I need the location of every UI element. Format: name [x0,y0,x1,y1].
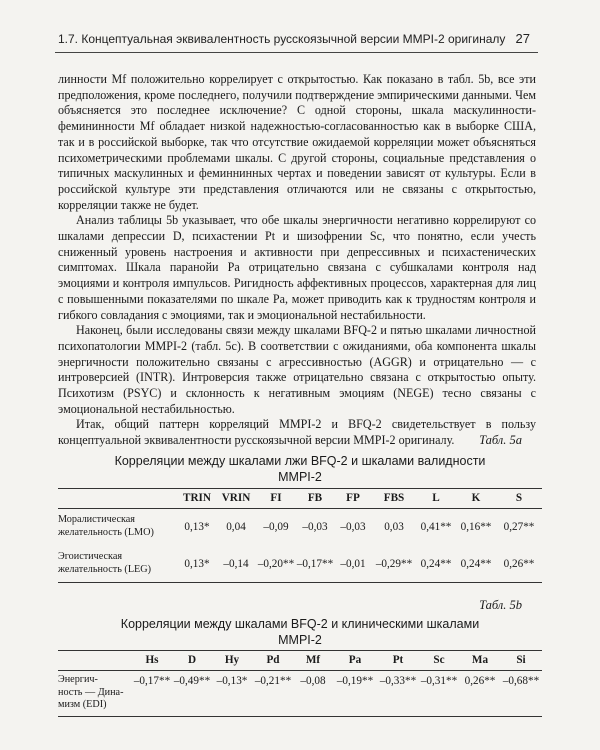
table-cell: –0,17** [133,675,171,687]
table-cell: 0,13* [184,557,210,570]
table-row [58,545,542,582]
table-cell: 0,16** [460,520,492,533]
paragraph: Анализ таблицы 5b указывает, что обе шкалы энергичности негативно коррелируют со шкалами депрессии D, психастении Pt и шизофрении Sc, что понятно, если учесть сниженный уровень настроения и активности при депрессивных и психастенических симптомах. Шкала паранойи Pa отрицательно связана с субшкалами контроля над эмоциями и контроля импульсов. Ригидность аффективных процессов, характерная для лиц с повышенными показателями по шкале Pa, может приводить как к трудностям контроля и гибкого совладания с эмоциями, так и эмоциональной нестабильности. [58,213,536,322]
column-header: Ma [471,654,489,666]
row-label: Моралистическая желательность (LMO) [58,514,154,538]
table-cell: 0,27** [503,520,535,533]
table-cell: 0,26** [464,675,496,687]
running-header [58,30,530,50]
table-5a-bottom-rule [58,582,542,583]
column-header: Pa [348,654,362,666]
table-cell: –0,20** [257,557,295,570]
table-5b-header-row [58,650,542,670]
paragraph: линности Mf положительно коррелирует с открытостью. Как показано в табл. 5b, все эти предположения, кроме последнего, получили подтверждение эмпирическими данными. Чем объясняется это последнее исключение? С одной стороны, шкала маскулинности-фемининности Mf обладает низкой надежностью-согласованностью как в выборке США, так и в российской выборке, так что отсутствие ожидаемой корреляции может объясняться психометрическими проблемами шкалы. С другой стороны, социальные представления о типичных маскулинных и феминнинных чертах и поведении зависят от культуры. Если в российской культуре эти представления отличаются или не связаны с открытостью, корреляции также не будет. [58,72,536,212]
table-5a-label: Табл. 5a [479,433,522,447]
table-5b-caption-line1: Корреляции между шкалами BFQ-2 и клиническими шкалами [120,617,480,631]
table-5b-label: Табл. 5b [479,598,522,612]
column-header: FI [270,492,282,504]
table-5b-bottom-rule [58,716,542,717]
column-header: Hs [145,654,159,666]
paragraph: Наконец, были исследованы связи между шкалами BFQ-2 и пятью шкалами личностной психопатологии MMPI-2 (табл. 5c). В соответствии с ожиданиями, оба компонента шкалы энергичности положительно связаны с агрессивностью (AGGR) и отрицательно — с интроверсией (INTR). Интроверсия также отрицательно связана с открытостью опыту. Психотизм (PSYC) и склонность к негативным эмоциям (NEGE) тесно связаны с эмоциональной нестабильностью. [58,323,536,416]
row-label: Эгоистическая желательность (LEG) [58,551,152,575]
table-cell: 0,24** [420,557,452,570]
column-header: TRIN [183,492,211,504]
table-5a-caption-line1: Корреляции между шкалами лжи BFQ-2 и шкалами валидности [114,454,486,468]
table-5b-caption [60,616,540,648]
column-header: Pd [266,654,280,666]
table-cell: –0,08 [300,675,326,687]
table-cell: –0,21** [254,675,292,687]
table-cell: –0,14 [223,557,249,570]
column-header: Si [516,654,526,666]
table-cell: –0,17** [296,557,334,570]
table-cell: –0,03 [340,520,366,533]
column-header: FBS [383,492,405,504]
column-header: Hy [224,654,240,666]
table-cell: –0,13* [216,675,248,687]
column-header: Sc [433,654,445,666]
running-header-title: 1.7. Концептуальная эквивалентность русскоязычной версии MMPI-2 оригиналу [58,32,506,46]
table-row [58,670,542,716]
table-cell: 0,03 [384,520,404,533]
table-cell: –0,09 [263,520,289,533]
column-header: L [432,492,440,504]
paragraph: Итак, общий паттерн корреляций MMPI-2 и BFQ-2 свидетельствует в пользу концептуальной эквивалентности русскоязычной версии MMPI-2 оригиналу. [58,417,536,448]
page-number: 27 [515,31,530,46]
table-cell: 0,41** [420,520,452,533]
table-cell: 0,26** [503,557,535,570]
table-5b-caption-line2: MMPI-2 [278,633,322,647]
table-cell: –0,68** [502,675,540,687]
table-5b [58,650,542,716]
column-header: Mf [305,654,321,666]
table-cell: –0,31** [420,675,458,687]
table-cell: 0,04 [226,520,246,533]
table-cell: –0,29** [375,557,413,570]
header-divider [55,52,538,53]
table-5a-caption [60,453,540,485]
column-header: K [471,492,481,504]
row-label: Энергич- ность — Дина- мизм (EDI) [58,674,124,711]
table-cell: –0,19** [336,675,374,687]
table-cell: –0,33** [379,675,417,687]
table-5a-caption-line2: MMPI-2 [278,470,322,484]
table-row [58,508,542,545]
column-header: FB [307,492,323,504]
table-cell: –0,49** [173,675,211,687]
column-header: D [187,654,197,666]
column-header: Pt [392,654,404,666]
table-5a-header-row [58,488,542,508]
table-cell: 0,13* [184,520,210,533]
table-cell: –0,03 [302,520,328,533]
column-header: FP [346,492,360,504]
table-5a [58,488,542,582]
table-cell: –0,01 [340,557,366,570]
body-text [58,72,536,449]
column-header: VRIN [221,492,251,504]
column-header: S [515,492,523,504]
table-cell: 0,24** [460,557,492,570]
